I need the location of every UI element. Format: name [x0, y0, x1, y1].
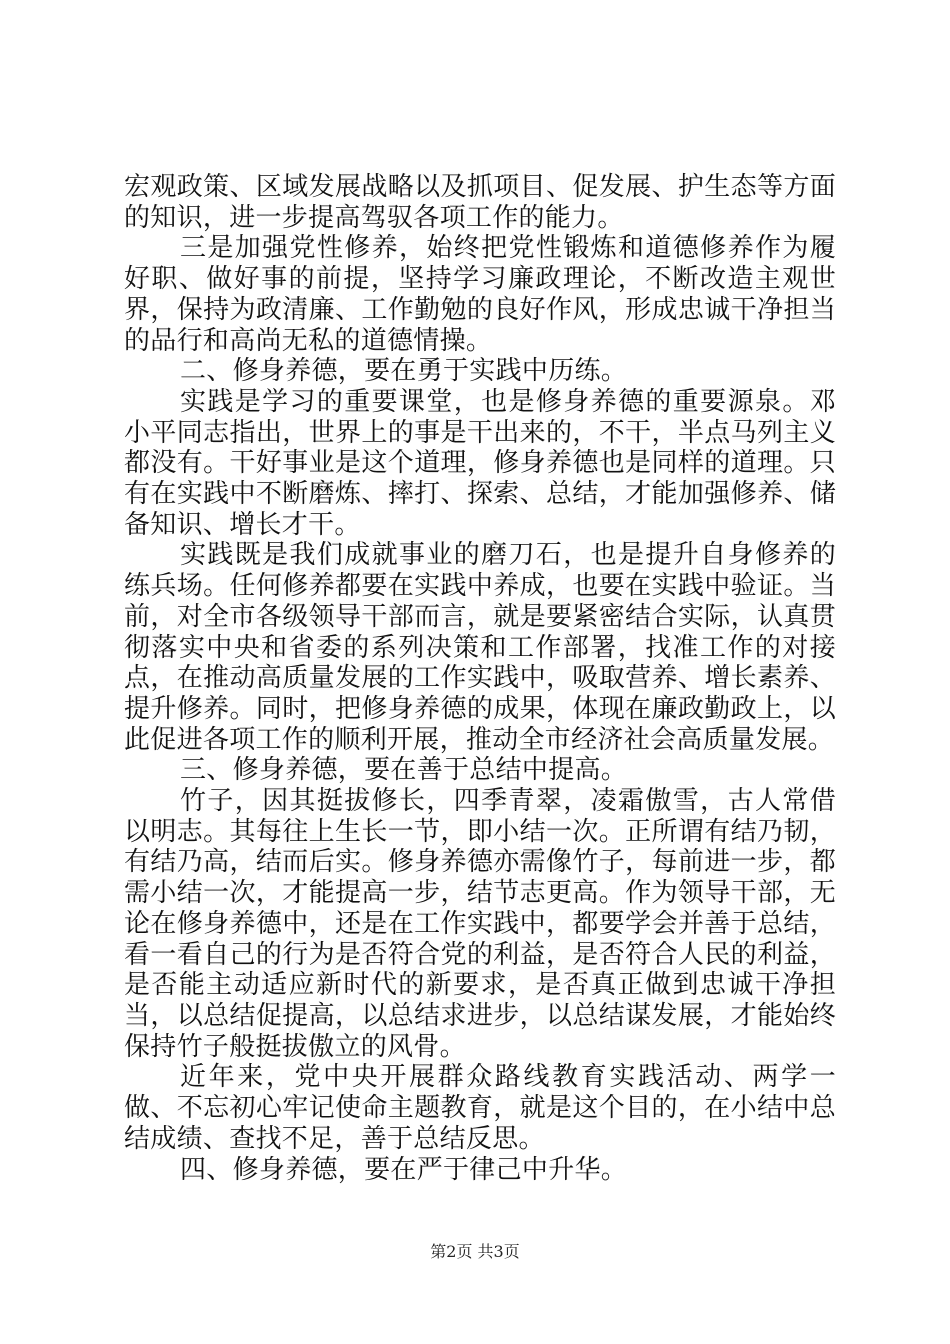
page-number-footer: 第2页 共3页 [430, 1242, 520, 1261]
paragraph-recent-years: 近年来，党中央开展群众路线教育实践活动、两学一做、不忘初心牢记使命主题教育，就是这个目的，在小结中总结成绩、查找不足，善于总结反思。 [124, 1062, 836, 1154]
paragraph-continued-knowledge: 宏观政策、区域发展战略以及抓项目、促发展、护生态等方面的知识，进一步提高驾驭各项工作的能力。 [124, 172, 836, 233]
section-heading-summary: 三、修身养德，要在善于总结中提高。 [180, 755, 628, 786]
paragraph-practice-whetstone: 实践既是我们成就事业的磨刀石，也是提升自身修养的练兵场。任何修养都要在实践中养成，也要在实践中验证。当前，对全市各级领导干部而言，就是要紧密结合实际，认真贯彻落实中央和省委的系列决策和工作部署，找准工作的对接点，在推动高质量发展的工作实践中，吸取营养、增长素养、提升修养。同时，把修身养德的成果，体现在廉政勤政上，以此促进各项工作的顺利开展，推动全市经济社会高质量发展。 [124, 540, 836, 755]
section-heading-practice: 二、修身养德，要在勇于实践中历练。 [180, 356, 628, 387]
paragraph-practice-classroom: 实践是学习的重要课堂，也是修身养德的重要源泉。邓小平同志指出，世界上的事是干出来的，不干，半点马列主义都没有。干好事业是这个道理，修身养德也是同样的道理。只有在实践中不断磨炼、摔打、探索、总结，才能加强修养、储备知识、增长才干。 [124, 386, 836, 540]
document-body [124, 172, 836, 1185]
paragraph-bamboo: 竹子，因其挺拔修长，四季青翠，凌霜傲雪，古人常借以明志。其每往上生长一节，即小结一次。正所谓有结乃韧，有结乃高，结而后实。修身养德亦需像竹子，每前进一步，都需小结一次，才能提高一步，结节志更高。作为领导干部，无论在修身养德中，还是在工作实践中，都要学会并善于总结，看一看自己的行为是否符合党的利益，是否符合人民的利益，是否能主动适应新时代的新要求，是否真正做到忠诚干净担当，以总结促提高，以总结求进步，以总结谋发展，才能始终保持竹子般挺拔傲立的风骨。 [124, 786, 836, 1062]
paragraph-party-spirit: 三是加强党性修养，始终把党性锻炼和道德修养作为履好职、做好事的前提，坚持学习廉政理论，不断改造主观世界，保持为政清廉、工作勤勉的良好作风，形成忠诚干净担当的品行和高尚无私的道德情操。 [124, 233, 836, 356]
section-heading-self-discipline: 四、修身养德，要在严于律己中升华。 [180, 1154, 628, 1185]
